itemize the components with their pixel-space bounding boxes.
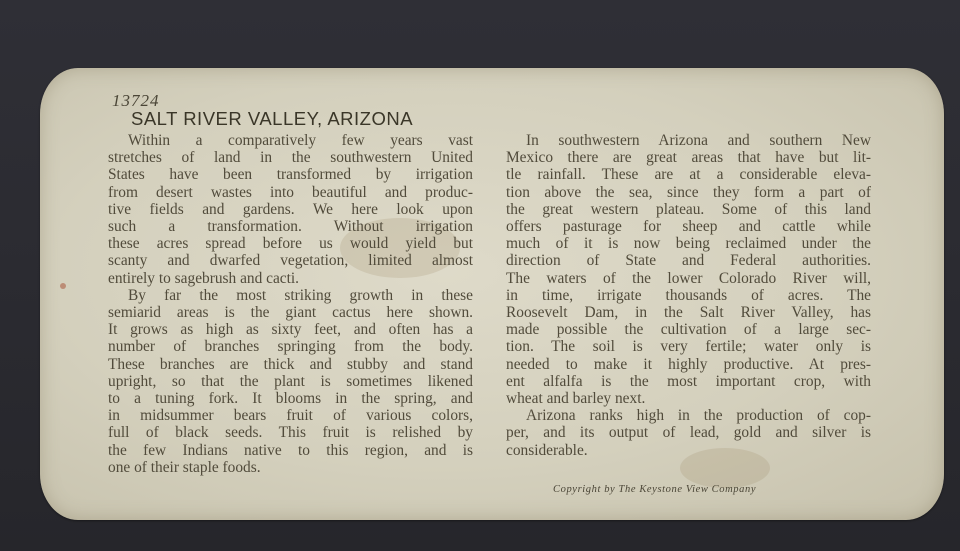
- text-line: States have been transformed by irrigation: [108, 166, 473, 184]
- text-line: offers pasturage for sheep and cattle while: [506, 218, 871, 236]
- text-line: made possible the cultivation of a large sec-: [506, 321, 871, 339]
- text-line: tion. The soil is very fertile; water only is: [506, 338, 871, 356]
- text-line: one of their staple foods.: [108, 458, 261, 476]
- text-line: Roosevelt Dam, in the Salt River Valley, has: [506, 304, 871, 322]
- text-line: scanty and dwarfed vegetation, limited almost: [108, 252, 473, 270]
- text-line: wheat and barley next.: [506, 390, 646, 408]
- text-line: much of it is now being reclaimed under the: [506, 235, 871, 253]
- copyright-notice: Copyright by The Keystone View Company: [553, 484, 757, 495]
- text-line: entirely to sagebrush and cacti.: [108, 269, 300, 287]
- text-line: the great western plateau. Some of this land: [506, 200, 871, 218]
- text-line: direction of State and Federal authorities.: [506, 252, 871, 270]
- text-line: ent alfalfa is the most important crop, with: [506, 372, 871, 390]
- text-line: By far the most striking growth in these: [128, 286, 473, 304]
- text-line: In southwestern Arizona and southern New: [526, 132, 871, 149]
- text-line: from desert wastes into beautiful and produc-: [108, 183, 473, 201]
- text-line: The waters of the lower Colorado River will,: [506, 269, 871, 287]
- text-line: these acres spread before us would yield but: [108, 235, 473, 253]
- text-line: It grows as high as sixty feet, and often has a: [108, 321, 473, 339]
- text-line: in midsummer bears fruit of various colors,: [108, 407, 473, 425]
- text-line: considerable.: [506, 441, 588, 459]
- text-line: tle rainfall. These are at a considerable eleva-: [506, 166, 871, 184]
- text-line: tion above the sea, since they form a part of: [506, 183, 871, 201]
- text-line: upright, so that the plant is sometimes likened: [108, 372, 473, 390]
- text-line: Mexico there are great areas that have but lit-: [506, 149, 871, 167]
- text-line: needed to make it highly productive. At pres-: [506, 355, 871, 373]
- card-number: 13724: [112, 91, 160, 110]
- right-text-column: [506, 132, 871, 459]
- text-line: full of black seeds. This fruit is relished by: [108, 424, 473, 442]
- text-line: tive fields and gardens. We here look upon: [108, 200, 473, 218]
- text-line: Arizona ranks high in the production of cop-: [526, 407, 871, 425]
- left-text-column: [108, 132, 473, 476]
- text-line: per, and its output of lead, gold and silver is: [506, 424, 871, 442]
- stereoview-card-back: [40, 68, 944, 520]
- text-line: stretches of land in the southwestern United: [108, 149, 473, 167]
- text-line: such a transformation. Without irrigation: [108, 218, 473, 236]
- text-line: the few Indians native to this region, and is: [108, 441, 473, 459]
- paper-stain: [60, 283, 66, 289]
- card-title: SALT RIVER VALLEY, ARIZONA: [131, 108, 414, 129]
- text-line: These branches are thick and stubby and stand: [108, 355, 473, 373]
- text-line: in time, irrigate thousands of acres. The: [506, 286, 871, 304]
- text-line: to a tuning fork. It blooms in the spring, and: [108, 390, 473, 408]
- text-line: number of branches springing from the body.: [108, 338, 473, 356]
- text-line: Within a comparatively few years vast: [128, 132, 473, 149]
- text-line: semiarid areas is the giant cactus here shown.: [108, 304, 473, 322]
